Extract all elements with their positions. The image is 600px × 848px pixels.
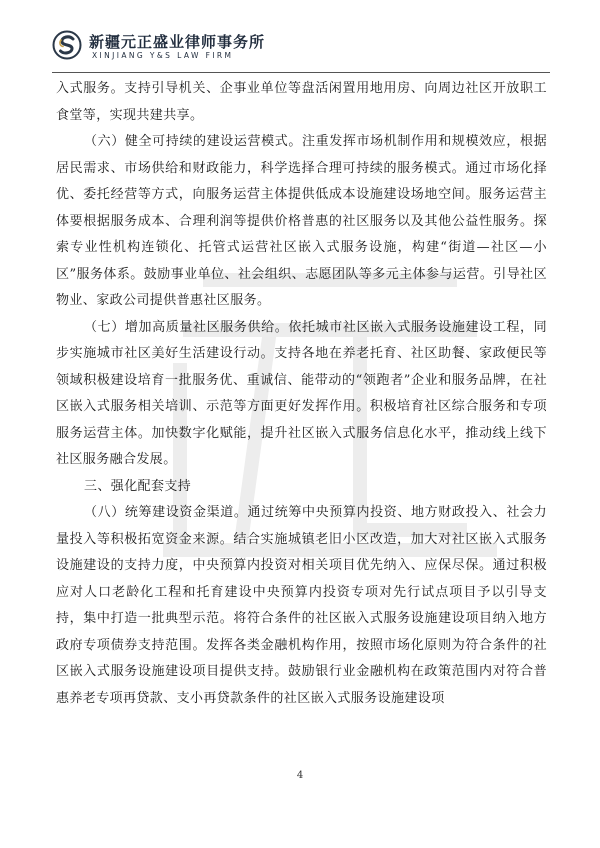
- header-divider: [52, 72, 550, 73]
- paragraph-item-7: （七）增加高质量社区服务供给。依托城市社区嵌入式服务设施建设工程，同步实施城市社区美好生活建设行动。支持各地在养老托育、社区助餐、家政便民等领域积极建设培育一批服务优、重诚信、能带动的“领跑者”企业和服务品牌，在社区嵌入式服务相关培训、示范等方面更好发挥作用。积极培育社区综合服务和专项服务运营主体。加快数字化赋能，提升社区嵌入式服务信息化水平，推动线上线下社区服务融合发展。: [56, 319, 547, 467]
- paragraph-continuation: 入式服务。支持引导机关、企事业单位等盘活闲置用地用房、向周边社区开放职工食堂等，实现共建共享。: [56, 81, 547, 123]
- letterhead: [52, 30, 552, 72]
- firm-name-chinese: 新疆元正盛业律师事务所: [89, 33, 266, 51]
- document-body: [56, 76, 547, 712]
- firm-name-english: XINJIANG Y&S LAW FIRM: [92, 51, 234, 60]
- firm-logo-icon: [52, 30, 82, 60]
- section-heading-3: 三、强化配套支持: [84, 478, 192, 494]
- paragraph-item-8: （八）统筹建设资金渠道。通过统筹中央预算内投资、地方财政投入、社会力量投入等积极拓宽资金来源。结合实施城镇老旧小区改造，加大对社区嵌入式服务设施建设的支持力度，中央预算内投资对相关项目优先纳入、应保尽保。通过积极应对人口老龄化工程和托育建设中央预算内投资专项对先行试点项目予以引导支持，集中打造一批典型示范。将符合条件的社区嵌入式服务设施建设项目纳入地方政府专项债券支持范围。发挥各类金融机构作用，按照市场化原则为符合条件的社区嵌入式服务设施建设项目提供支持。鼓励银行业金融机构在政策范围内对符合普惠养老专项再贷款、支小再贷款条件的社区嵌入式服务设施建设项: [56, 505, 547, 706]
- page-number: 4: [296, 770, 304, 781]
- paragraph-item-6: （六）健全可持续的建设运营模式。注重发挥市场机制作用和规模效应，根据居民需求、市场供给和财政能力，科学选择合理可持续的服务模式。通过市场化择优、委托经营等方式，向服务运营主体提供低成本设施建设场地空间。服务运营主体要根据服务成本、合理利润等提供价格普惠的社区服务以及其他公益性服务。探索专业性机构连锁化、托管式运营社区嵌入式服务设施，构建“街道—社区—小区”服务体系。鼓励事业单位、社会组织、志愿团队等多元主体参与运营。引导社区物业、家政公司提供普惠社区服务。: [56, 134, 547, 308]
